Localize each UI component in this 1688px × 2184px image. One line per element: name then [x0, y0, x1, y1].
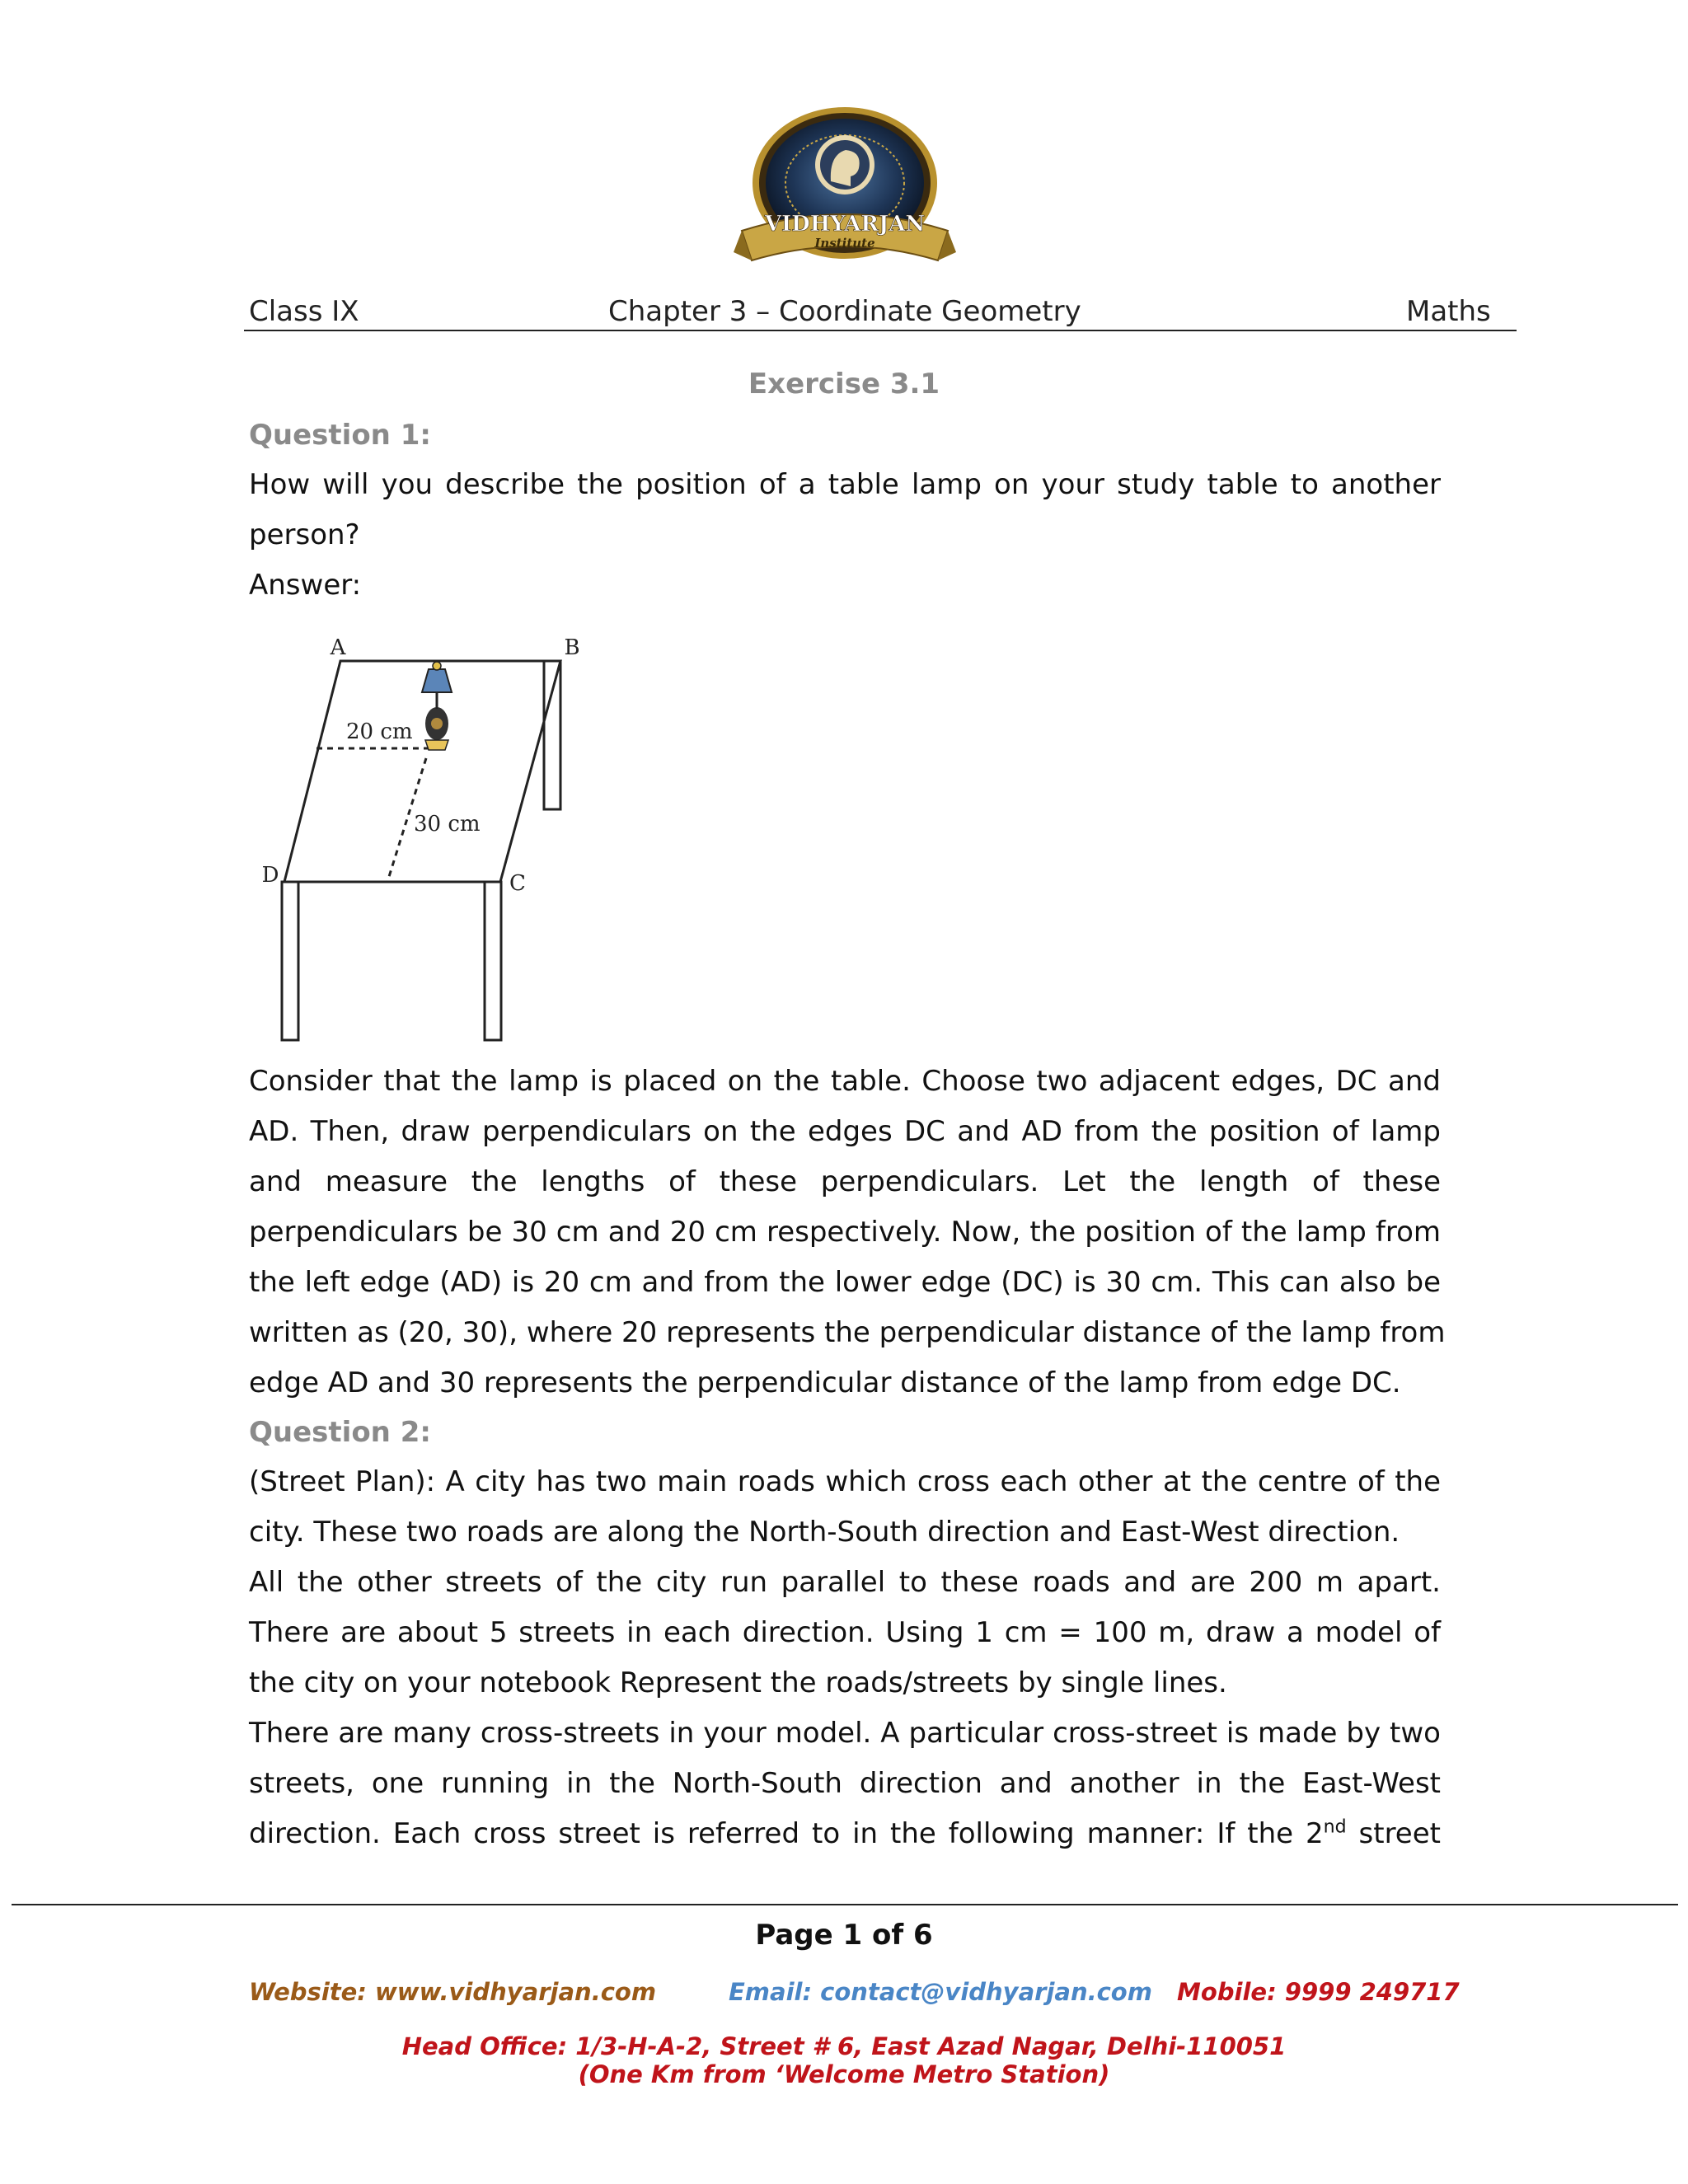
logo-subtitle: Institute — [814, 236, 875, 251]
text-line: edge AD and 30 represents the perpendicular distance of the lamp from edge DC. — [249, 1366, 1401, 1399]
header-divider — [244, 330, 1517, 331]
footer-divider — [12, 1904, 1678, 1905]
footer-office-note: (One Km from ‘Welcome Metro Station) — [578, 2060, 1110, 2088]
label-30cm: 30 cm — [414, 812, 481, 837]
text-fragment: direction. Each cross street is referred to in the following manner: If the 2 — [249, 1817, 1324, 1850]
footer-office-address: Head Office: 1/3-H-A-2, Street # 6, East Azad Nagar, Delhi-110051 — [401, 2032, 1287, 2060]
table-lamp-figure — [257, 626, 603, 1047]
footer-website-link[interactable]: Website: www.vidhyarjan.com — [249, 1978, 657, 2006]
question-2-text — [249, 1457, 1441, 1859]
label-d: D — [261, 863, 279, 888]
institute-logo — [734, 107, 956, 284]
table-leg-back — [544, 661, 560, 809]
text-line: Consider that the lamp is placed on the table. Choose two adjacent edges, DC and — [249, 1065, 1441, 1098]
text-line: and measure the lengths of these perpendiculars. Let the length of these — [249, 1165, 1441, 1198]
question-1-text — [249, 460, 1441, 611]
footer-email-link[interactable]: Email: contact@vidhyarjan.com — [729, 1978, 1152, 2006]
answer-label: Answer: — [249, 569, 362, 602]
header-class: Class IX — [249, 295, 359, 328]
text-line: streets, one running in the North-South direction and another in the East-West — [249, 1767, 1441, 1800]
label-c: C — [509, 871, 526, 896]
text-line: city. These two roads are along the North-South direction and East-West direction. — [249, 1516, 1400, 1549]
text-fragment: street — [1346, 1817, 1441, 1850]
ordinal-suffix: nd — [1323, 1816, 1347, 1838]
table-leg-right — [485, 882, 501, 1040]
label-b: B — [564, 635, 580, 660]
text-line: AD. Then, draw perpendiculars on the edges DC and AD from the position of lamp — [249, 1115, 1441, 1148]
header-subject: Maths — [1406, 295, 1491, 328]
text-line: There are about 5 streets in each direction. Using 1 cm = 100 m, draw a model of — [249, 1616, 1441, 1649]
logo-name: VIDHYARJAN — [764, 212, 926, 237]
text-line: All the other streets of the city run parallel to these roads and are 200 m apart. — [249, 1566, 1441, 1599]
text-line: written as (20, 30), where 20 represents the perpendicular distance of the lamp from — [249, 1316, 1446, 1349]
question-2-heading: Question 2: — [249, 1416, 431, 1449]
text-line: the city on your notebook Represent the roads/streets by single lines. — [249, 1666, 1227, 1699]
text-line: perpendiculars be 30 cm and 20 cm respectively. Now, the position of the lamp from — [249, 1216, 1441, 1249]
text-line — [249, 1809, 1441, 1859]
exercise-title: Exercise 3.1 — [748, 368, 940, 401]
text-line: the left edge (AD) is 20 cm and from the lower edge (DC) is 30 cm. This can also be — [249, 1266, 1441, 1299]
text-line: person? — [249, 518, 360, 551]
lamp-icon — [422, 662, 452, 750]
header-chapter: Chapter 3 – Coordinate Geometry — [608, 295, 1081, 328]
footer-mobile: Mobile: 9999 249717 — [1177, 1978, 1460, 2006]
text-line: (Street Plan): A city has two main roads which cross each other at the centre of the — [249, 1465, 1441, 1498]
text-line: How will you describe the position of a table lamp on your study table to another — [249, 468, 1441, 501]
label-a: A — [330, 635, 346, 660]
page-number: Page 1 of 6 — [755, 1919, 933, 1952]
table-leg-left — [282, 882, 298, 1040]
answer-1-text — [249, 1057, 1446, 1408]
label-20cm: 20 cm — [346, 719, 413, 744]
text-line: There are many cross-streets in your model. A particular cross-street is made by two — [249, 1717, 1441, 1750]
question-1-heading: Question 1: — [249, 419, 431, 452]
